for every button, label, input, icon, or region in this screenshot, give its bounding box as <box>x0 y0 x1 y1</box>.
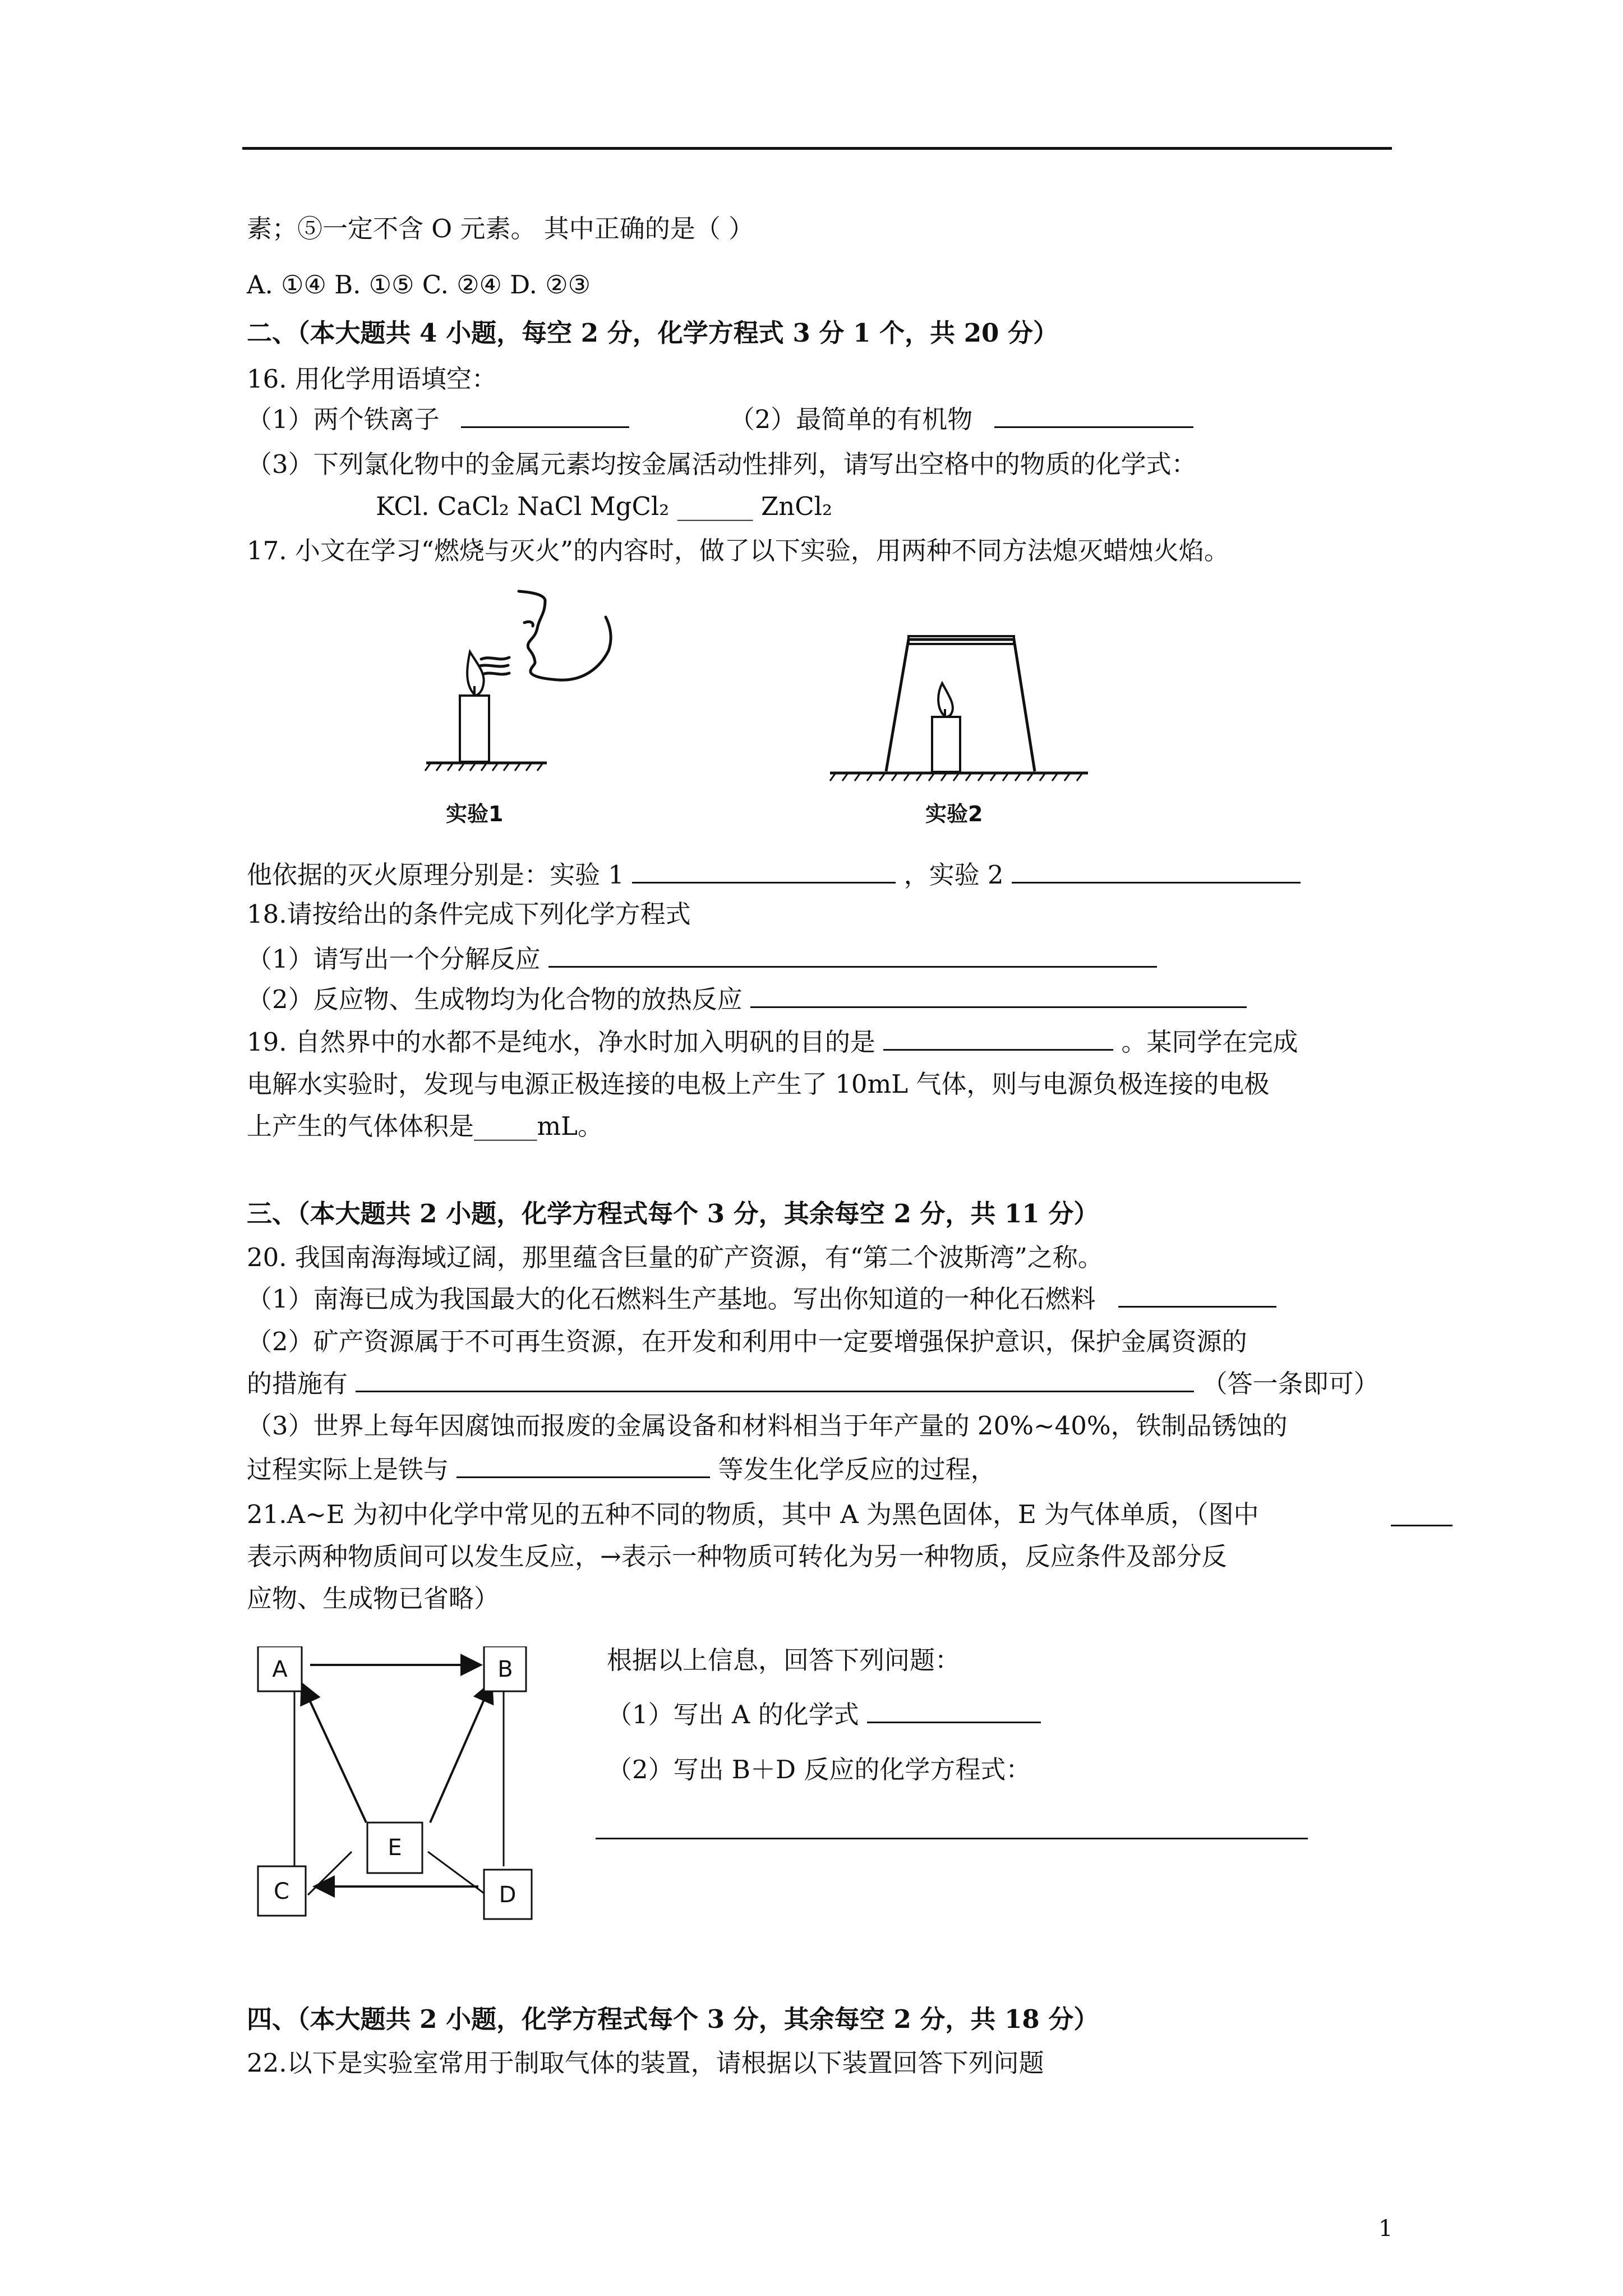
q20-1-label: （1）南海已成为我国最大的化石燃料生产基地。写出你知道的一种化石燃料 <box>247 1284 1096 1314</box>
q20-1-blank[interactable] <box>1118 1282 1276 1308</box>
header-rule <box>242 147 1392 150</box>
q20-2-note: （答一条即可） <box>1202 1369 1379 1398</box>
section-4-heading: 四、（本大题共 2 小题，化学方程式每个 3 分，其余每空 2 分，共 18 分） <box>247 2004 1099 2034</box>
q21-stem-3: 应物、生成物已省略） <box>247 1584 500 1613</box>
section-3-heading: 三、（本大题共 2 小题，化学方程式每个 3 分，其余每空 2 分，共 11 分） <box>247 1199 1099 1228</box>
q17-exp1-label: 他依据的灭火原理分别是：实验 1 <box>247 860 624 890</box>
q18-1-blank[interactable] <box>548 942 1157 968</box>
q17-exp2-label: ，实验 2 <box>903 860 1004 890</box>
experiment-1-label: 实验1 <box>446 802 504 826</box>
q19-line-1 <box>247 1025 1298 1059</box>
q17-stem: 17. 小文在学习“燃烧与灭火”的内容时，做了以下实验，用两种不同方法熄灭蜡烛火焰。 <box>247 536 1229 565</box>
node-e-label: E <box>388 1835 402 1861</box>
q20-1 <box>247 1282 1276 1316</box>
page-number: 1 <box>1378 2216 1393 2242</box>
q20-3: （3）世界上每年因腐蚀而报废的金属设备和材料相当于年产量的 20%~40%，铁制品锈蚀的 <box>247 1411 1288 1441</box>
q21-2-answer-line[interactable] <box>596 1838 1308 1839</box>
q20-3-tail: 等发生化学反应的过程， <box>718 1455 996 1484</box>
q20-3-cont <box>247 1453 996 1487</box>
q20-3-label: 过程实际上是铁与 <box>247 1455 449 1484</box>
q18-1 <box>247 942 1157 976</box>
q17-exp1-blank[interactable] <box>632 858 896 884</box>
q20-2-label: 的措施有 <box>247 1369 348 1398</box>
q15-tail: 素；⑤一定不含 O 元素。 其中正确的是（ ） <box>247 214 754 243</box>
q16-1-label: （1）两个铁离子 <box>247 404 440 434</box>
experiment-1-figure <box>415 583 695 797</box>
q20-3-blank[interactable] <box>457 1453 710 1478</box>
q16-2-blank[interactable] <box>994 403 1193 428</box>
q15-options: A. ①④ B. ①⑤ C. ②④ D. ②③ <box>247 270 591 300</box>
q19-stem-cont: 。某同学在完成 <box>1121 1027 1298 1057</box>
q21-reaction-line-symbol <box>1391 1525 1453 1526</box>
q18-2-blank[interactable] <box>750 983 1247 1008</box>
q21-1-label: （1）写出 A 的化学式 <box>607 1700 859 1729</box>
q18-2 <box>247 983 1247 1016</box>
q19-alum-blank[interactable] <box>883 1025 1113 1051</box>
section-2-heading: 二、（本大题共 4 小题，每空 2 分，化学方程式 3 分 1 个，共 20 分） <box>247 318 1059 348</box>
q21-1-blank[interactable] <box>867 1698 1041 1723</box>
experiment-2-figure <box>824 623 1094 797</box>
q19-stem: 19. 自然界中的水都不是纯水，净水时加入明矾的目的是 <box>247 1027 875 1057</box>
node-a-label: A <box>272 1657 288 1682</box>
q18-stem: 18.请按给出的条件完成下列化学方程式 <box>247 899 691 929</box>
q18-1-label: （1）请写出一个分解反应 <box>247 944 541 974</box>
experiment-2-label: 实验2 <box>925 802 983 826</box>
q20-2-cont <box>247 1367 1379 1401</box>
node-d-label: D <box>499 1882 517 1908</box>
q16-line-1 <box>247 403 1193 436</box>
q20-stem: 20. 我国南海海域辽阔，那里蕴含巨量的矿产资源，有“第二个波斯湾”之称。 <box>247 1243 1103 1272</box>
q21-stem-2: 表示两种物质间可以发生反应，→表示一种物质可转化为另一种物质，反应条件及部分反 <box>247 1542 1227 1571</box>
q21-2: （2）写出 B＋D 反应的化学方程式： <box>607 1755 1031 1784</box>
q21-1 <box>607 1698 1041 1732</box>
node-c-label: C <box>274 1879 289 1904</box>
q18-2-label: （2）反应物、生成物均为化合物的放热反应 <box>247 984 743 1014</box>
q21-stem: 21.A~E 为初中化学中常见的五种不同的物质，其中 A 为黑色固体，E 为气体单质，（图中 <box>247 1499 1259 1529</box>
q21-relationship-diagram <box>250 1646 544 1927</box>
node-b-label: B <box>497 1657 513 1682</box>
q16-chloride-list: KCl. CaCl₂ NaCl MgCl₂ ______ ZnCl₂ <box>376 491 833 521</box>
q16-2-label: （2）最简单的有机物 <box>729 404 973 434</box>
q17-answer-line <box>247 858 1301 892</box>
q21-info: 根据以上信息，回答下列问题： <box>607 1645 961 1675</box>
q16-stem: 16. 用化学用语填空： <box>247 364 497 394</box>
q16-1-blank[interactable] <box>461 403 629 428</box>
q16-3: （3）下列氯化物中的金属元素均按金属活动性排列，请写出空格中的物质的化学式： <box>247 449 1197 479</box>
q19-line-2: 电解水实验时，发现与电源正极连接的电极上产生了 10mL 气体，则与电源负极连接的电极 <box>247 1069 1270 1099</box>
q17-exp2-blank[interactable] <box>1012 858 1301 884</box>
q20-2: （2）矿产资源属于不可再生资源，在开发和利用中一定要增强保护意识，保护金属资源的 <box>247 1327 1247 1356</box>
q20-2-blank[interactable] <box>356 1367 1194 1392</box>
q22-stem: 22.以下是实验室常用于制取气体的装置，请根据以下装置回答下列问题 <box>247 2048 1044 2078</box>
q19-line-3: 上产生的气体体积是_____mL。 <box>247 1111 603 1141</box>
